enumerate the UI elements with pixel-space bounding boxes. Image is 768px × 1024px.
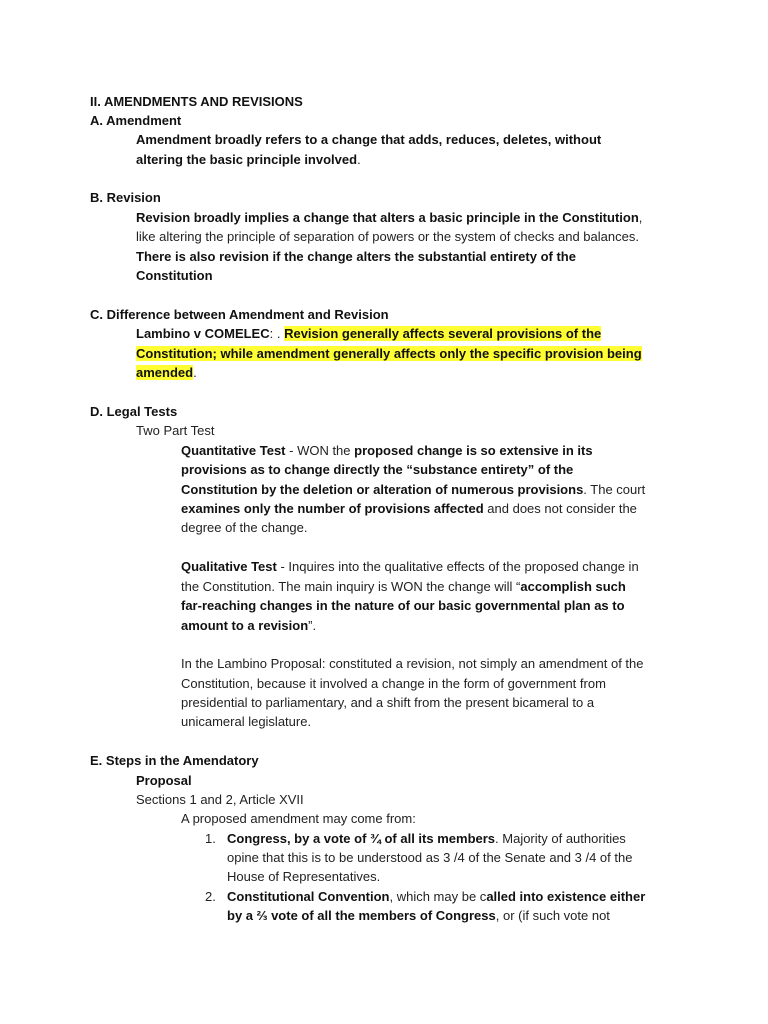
section-title: II. AMENDMENTS AND REVISIONS [90,94,303,109]
sections-ref: Sections 1 and 2, Article XVII [136,792,304,807]
revision-def-line-4: Constitution [136,268,213,283]
list-number-2: 2. [205,889,216,904]
difference-line-1: Lambino v COMELEC: . Revision generally affects several provisions of the [136,326,602,341]
heading-b: B. Revision [90,190,161,205]
qualitative-line-4: amount to a revision”. [181,618,317,633]
lambino-line-3: presidential to parliamentary, and a shift from the present bicameral to a [181,695,595,710]
qualitative-line-3: far-reaching changes in the nature of our basic governmental plan as to [181,598,625,613]
list-item-2-line-1: Constitutional Convention, which may be called into existence either [227,889,646,904]
quantitative-line-4: examines only the number of provisions affected and does not consider the [181,501,637,516]
revision-def-line-3: There is also revision if the change alters the substantial entirety of the [136,249,576,264]
amendment-def-line-2: altering the basic principle involved. [136,152,361,167]
amendment-def-line-1: Amendment broadly refers to a change that adds, reduces, deletes, without [136,132,602,147]
quantitative-line-5: degree of the change. [181,520,308,535]
lambino-line-4: unicameral legislature. [181,714,312,729]
heading-c: C. Difference between Amendment and Revision [90,307,389,322]
quantitative-line-2: provisions as to change directly the “substance entirety” of the [181,462,574,477]
list-item-1-line-3: House of Representatives. [227,869,381,884]
proposal-intro: A proposed amendment may come from: [181,811,416,826]
heading-a: A. Amendment [90,113,182,128]
lambino-line-2: Constitution, because it involved a change in the form of government from [181,676,606,691]
list-item-1-line-1: Congress, by a vote of ¾ of all its members. Majority of authorities [227,831,626,846]
heading-d: D. Legal Tests [90,404,178,419]
list-item-2-line-2: by a ⅔ vote of all the members of Congress, or (if such vote not [227,908,610,923]
difference-line-2: Constitution; while amendment generally affects only the specific provision being [136,346,642,361]
quantitative-line-1: Quantitative Test - WON the proposed change is so extensive in its [181,443,593,458]
list-item-1-line-2: opine that this is to be understood as 3 /4 of the Senate and 3 /4 of the [227,850,633,865]
list-number-1: 1. [205,831,216,846]
heading-e: E. Steps in the Amendatory [90,753,259,768]
difference-line-3: amended. [136,365,197,380]
lambino-line-1: In the Lambino Proposal: constituted a revision, not simply an amendment of the [181,656,644,671]
revision-def-line-1: Revision broadly implies a change that alters a basic principle in the Constitution, [136,210,643,225]
qualitative-line-1: Qualitative Test - Inquires into the qualitative effects of the proposed change in [181,559,639,574]
revision-def-line-2: like altering the principle of separation of powers or the system of checks and balances. [136,229,639,244]
quantitative-line-3: Constitution by the deletion or alteration of numerous provisions. The court [181,482,646,497]
qualitative-line-2: the Constitution. The main inquiry is WON the change will “accomplish such [181,579,626,594]
two-part-test: Two Part Test [136,423,215,438]
proposal-heading: Proposal [136,773,192,788]
